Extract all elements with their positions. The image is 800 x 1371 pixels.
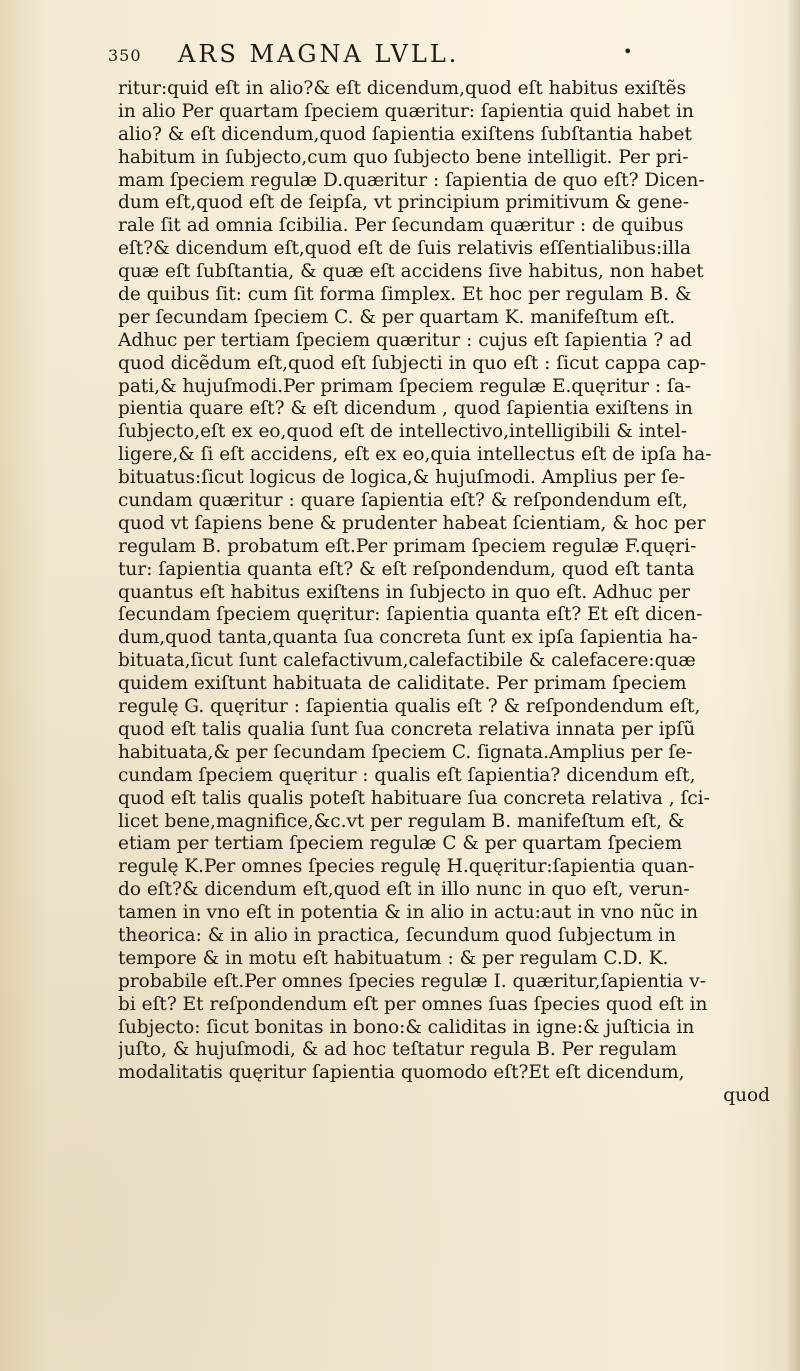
text-line: per ſecundam ſpeciem C. & per quartam K. manifeſtum eſt. <box>118 306 676 328</box>
text-line: ligere,& ſi eſt accidens, eſt ex eo,quia intellectus eſt de ipſa ha- <box>118 444 712 466</box>
text-line: theorica: & in alio in practica, ſecundum quod ſubjectum in <box>118 924 676 946</box>
text-line: bi eſt? Et reſpondendum eſt per omnes ſuas ſpecies quod eſt in <box>118 993 708 1015</box>
text-line: regulę G. quęritur : ſapientia qualis eſt ? & reſpondendum eſt, <box>118 696 701 718</box>
text-line: quod eſt talis qualia ſunt ſua concreta relativa innata per ipſũ <box>118 718 696 740</box>
text-line: dum,quod tanta,quanta ſua concreta ſunt ex ipſa ſapientia ha- <box>118 627 698 649</box>
text-line: ſecundam ſpeciem quęritur: ſapientia quanta eſt? Et eſt dicen- <box>118 604 703 626</box>
text-line: de quibus ſit: cum ſit forma ſimplex. Et hoc per regulam B. & <box>118 284 692 306</box>
text-line: etiam per tertiam ſpeciem regulæ C & per quartam ſpeciem <box>118 833 683 855</box>
text-line: ſubjecto: ſicut bonitas in bono:& caliditas in igne:& juſticia in <box>118 1016 695 1038</box>
text-line: ſubjecto,eſt ex eo,quod eſt de intellectivo,intelligibili & intel- <box>118 421 687 443</box>
text-line: quæ eſt ſubſtantia, & quæ eſt accidens ſive habitus, non habet <box>118 261 704 283</box>
text-line: tempore & in motu eſt habituatum : & per regulam C.D. K. <box>118 947 669 969</box>
text-line: quidem exiſtunt habituata de caliditate. Per primam ſpeciem <box>118 673 687 695</box>
text-body <box>118 78 798 1108</box>
text-line: habitum in ſubjecto,cum quo ſubjecto bene intelligit. Per pri- <box>118 146 689 168</box>
text-line: tur: ſapientia quanta eſt? & eſt reſpondendum, quod eſt tanta <box>118 558 695 580</box>
header-mark: • <box>623 42 633 61</box>
text-line: rale ſit ad omnia ſcibilia. Per ſecundam quæritur : de quibus <box>118 215 684 237</box>
text-line: pientia quare eſt? & eſt dicendum , quod ſapientia exiſtens in <box>118 398 693 420</box>
text-line: do eſt?& dicendum eſt,quod eſt in illo nunc in quo eſt, verun- <box>118 879 690 901</box>
text-line: tamen in vno eſt in potentia & in alio in actu:aut in vno nũc in <box>118 902 699 924</box>
text-line: habituata,& per ſecundam ſpeciem C. ſignata.Amplius per ſe- <box>118 741 693 763</box>
text-line: pati,& hujuſmodi.Per primam ſpeciem regulæ E.quęritur : ſa- <box>118 375 692 397</box>
running-title: ARS MAGNA LVLL. <box>178 40 460 68</box>
text-line: alio? & eſt dicendum,quod ſapientia exiſtens ſubſtantia habet <box>118 123 692 145</box>
text-line: quantus eſt habitus exiſtens in ſubjecto in quo eſt. Adhuc per <box>118 581 690 603</box>
page-header <box>108 40 708 74</box>
text-line: licet bene,magnifice,&c.vt per regulam B. manifeſtum eſt, & <box>118 810 685 832</box>
text-line: dum eſt,quod eſt de ſeipſa, vt principium primitivum & gene- <box>118 192 689 214</box>
text-line: probabile eſt.Per omnes ſpecies regulæ I. quæritur,ſapientia v- <box>118 970 706 992</box>
text-line: mam ſpeciem regulæ D.quæritur : ſapientia de quo eſt? Dicen- <box>118 169 705 191</box>
text-line: bituatus:ſicut logicus de logica,& hujuſmodi. Amplius per ſe- <box>118 467 686 489</box>
text-line: juſto, & hujuſmodi, & ad hoc teſtatur regula B. Per regulam <box>118 1039 677 1061</box>
text-line: quod dicẽdum eſt,quod eſt ſubjecti in quo eſt : ſicut cappa cap- <box>118 352 707 374</box>
text-line: quod eſt talis qualis poteſt habituare ſua concreta relativa , ſci- <box>118 787 710 809</box>
text-line: ritur:quid eſt in alio?& eſt dicendum,quod eſt habitus exiſtẽs <box>118 78 687 99</box>
text-line: cundam ſpeciem quęritur : qualis eſt ſapientia? dicendum eſt, <box>118 764 696 786</box>
text-line: eſt?& dicendum eſt,quod eſt de ſuis relativis eſſentialibus:illa <box>118 238 692 260</box>
catchword: quod <box>723 1085 770 1107</box>
text-line: quod vt ſapiens bene & prudenter habeat ſcientiam, & hoc per <box>118 512 706 534</box>
text-line: Adhuc per tertiam ſpeciem quæritur : cujus eſt ſapientia ? ad <box>118 329 693 351</box>
text-line: cundam quæritur : quare ſapientia eſt? & reſpondendum eſt, <box>118 490 688 512</box>
text-line: bituata,ſicut ſunt calefactivum,calefactibile & calefacere:quæ <box>118 650 696 672</box>
text-line: regulę K.Per omnes ſpecies regulę H.quęritur:ſapientia quan- <box>118 856 695 878</box>
text-line: modalitatis quęritur ſapientia quomodo eſt?Et eſt dicendum, <box>118 1062 685 1084</box>
page-number: 350 <box>108 46 142 65</box>
text-line: in alio Per quartam ſpeciem quæritur: ſapientia quid habet in <box>118 100 694 122</box>
text-line: regulam B. probatum eſt.Per primam ſpeciem regulæ F.quęri- <box>118 535 697 557</box>
